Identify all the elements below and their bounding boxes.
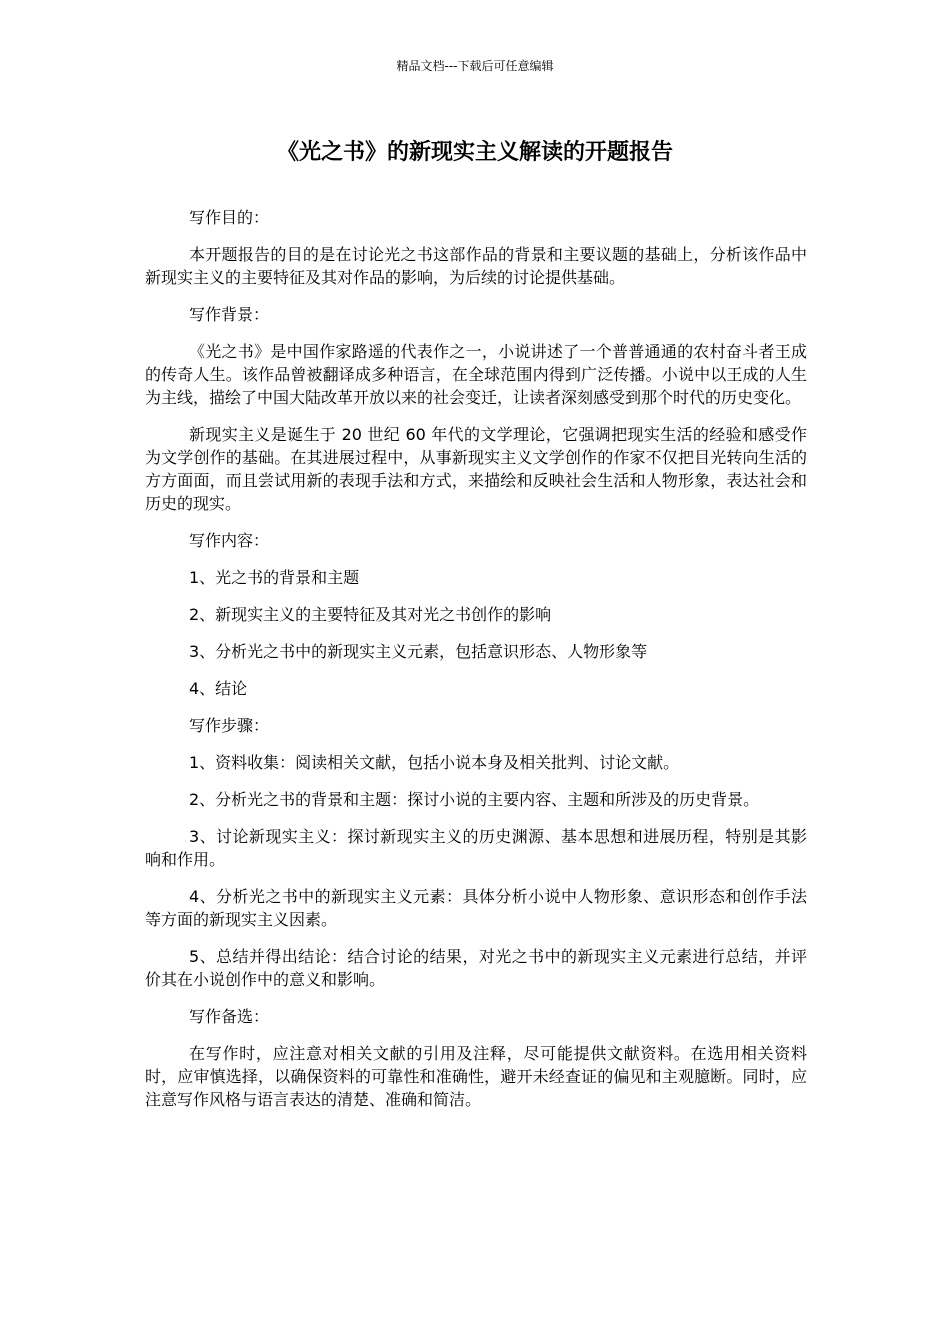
step-item-3: 3、讨论新现实主义：探讨新现实主义的历史渊源、基本思想和进展历程，特别是其影响和作用。 [145,827,807,869]
section-heading-steps: 写作步骤： [189,716,270,735]
step-item-1: 1、资料收集：阅读相关文献，包括小说本身及相关批判、讨论文献。 [189,753,680,772]
paragraph-notes: 在写作时，应注意对相关文献的引用及注释，尽可能提供文献资料。在选用相关资料时，应审慎选择，以确保资料的可靠性和准确性，避开未经查证的偏见和主观臆断。同时，应注意写作风格与语言表达的清楚、准确和简洁。 [145,1044,807,1109]
content-item-1: 1、光之书的背景和主题 [189,568,360,587]
section-heading-content: 写作内容： [189,531,270,550]
header-note: 精品文档---下载后可任意编辑 [396,59,554,73]
paragraph-background-neorealism: 新现实主义是诞生于 20 世纪 60 年代的文学理论，它强调把现实生活的经验和感受作为文学创作的基础。在其进展过程中，从事新现实主义文学创作的作家不仅把目光转向生活的方方面面，而且尝试用新的表现手法和方式，来描绘和反映社会生活和人物形象，表达社会和历史的现实。 [145,425,807,513]
step-item-2: 2、分析光之书的背景和主题：探讨小说的主要内容、主题和所涉及的历史背景。 [189,790,760,809]
step-item-4: 4、分析光之书中的新现实主义元素：具体分析小说中人物形象、意识形态和创作手法等方面的新现实主义因素。 [145,887,807,929]
content-item-2: 2、新现实主义的主要特征及其对光之书创作的影响 [189,605,552,624]
paragraph-purpose: 本开题报告的目的是在讨论光之书这部作品的背景和主要议题的基础上，分析该作品中新现实主义的主要特征及其对作品的影响，为后续的讨论提供基础。 [145,245,807,287]
document-title: 《光之书》的新现实主义解读的开题报告 [276,140,673,165]
section-heading-background: 写作背景： [189,305,270,324]
paragraph-background-novel: 《光之书》是中国作家路遥的代表作之一，小说讲述了一个普普通通的农村奋斗者王成的传奇人生。该作品曾被翻译成多种语言，在全球范围内得到广泛传播。小说中以王成的人生为主线，描绘了中国大陆改革开放以来的社会变迁，让读者深刻感受到那个时代的历史变化。 [145,342,807,407]
section-heading-purpose: 写作目的： [189,208,270,227]
content-item-4: 4、结论 [189,679,248,698]
content-item-3: 3、分析光之书中的新现实主义元素，包括意识形态、人物形象等 [189,642,648,661]
document-body [145,206,807,1125]
step-item-5: 5、总结并得出结论：结合讨论的结果，对光之书中的新现实主义元素进行总结，并评价其在小说创作中的意义和影响。 [145,947,807,989]
section-heading-notes: 写作备选： [189,1007,270,1026]
